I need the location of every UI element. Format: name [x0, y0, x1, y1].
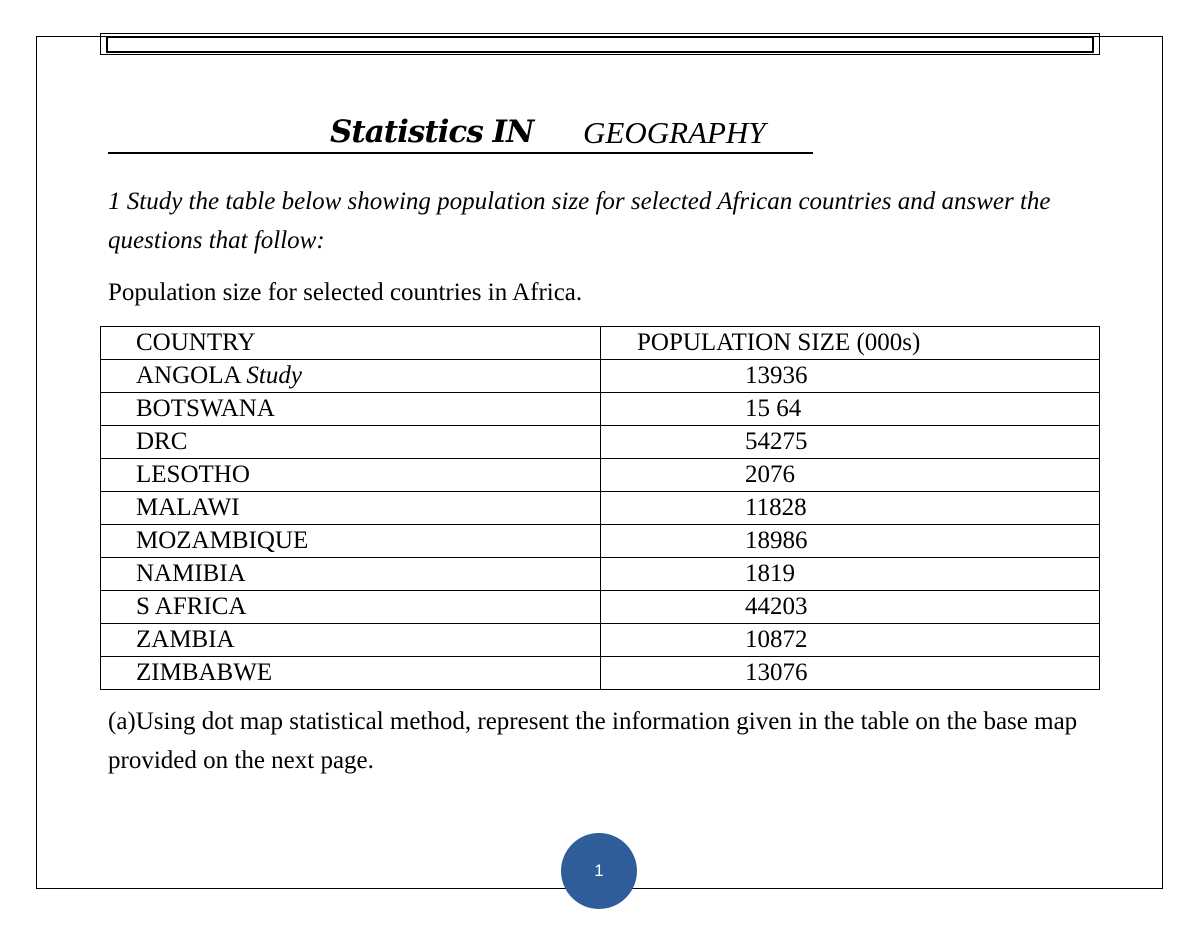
table-row	[101, 360, 1100, 393]
table-row	[101, 624, 1100, 657]
country-cell: BOTSWANA	[101, 393, 601, 426]
country-cell: NAMIBIA	[101, 558, 601, 591]
table-row	[101, 657, 1100, 690]
population-cell: 18986	[601, 525, 1100, 558]
country-cell: DRC	[101, 426, 601, 459]
page-number: 1	[594, 861, 604, 880]
question-text: 1 Study the table below showing population size for selected African countries and answer the questions that follow:	[108, 188, 1051, 254]
country-cell: S AFRICA	[101, 591, 601, 624]
population-table	[100, 326, 1100, 690]
country-cell	[101, 360, 601, 393]
population-cell: 2076	[601, 459, 1100, 492]
page-title: GEOGRAPHY	[583, 115, 766, 150]
population-cell: 15 64	[601, 393, 1100, 426]
instruction-text: (a)Using dot map statistical method, represent the information given in the table on the base map provided on the next page.	[108, 708, 1078, 774]
country-cell: LESOTHO	[101, 459, 601, 492]
page-number-badge	[561, 833, 637, 909]
table-caption: Population size for selected countries in Africa.	[108, 279, 583, 306]
table-row	[101, 492, 1100, 525]
population-cell: 44203	[601, 591, 1100, 624]
column-header-population: POPULATION SIZE (000s)	[601, 327, 1100, 360]
table-row	[101, 393, 1100, 426]
population-cell: 11828	[601, 492, 1100, 525]
table-row	[101, 525, 1100, 558]
population-cell: 1819	[601, 558, 1100, 591]
table-row	[101, 426, 1100, 459]
page-title-script: Statistics IN	[330, 114, 534, 150]
population-cell: 10872	[601, 624, 1100, 657]
table-row	[101, 459, 1100, 492]
table-row	[101, 591, 1100, 624]
country-cell: ZIMBABWE	[101, 657, 601, 690]
header-bar-inner	[106, 36, 1094, 53]
table-row	[101, 558, 1100, 591]
country-cell: MALAWI	[101, 492, 601, 525]
country-note: Study	[246, 362, 302, 389]
population-cell: 54275	[601, 426, 1100, 459]
country-cell: MOZAMBIQUE	[101, 525, 601, 558]
column-header-country: COUNTRY	[101, 327, 601, 360]
country-cell: ZAMBIA	[101, 624, 601, 657]
population-cell: 13076	[601, 657, 1100, 690]
population-cell: 13936	[601, 360, 1100, 393]
country-name: ANGOLA	[136, 362, 241, 389]
table-header-row	[101, 327, 1100, 360]
